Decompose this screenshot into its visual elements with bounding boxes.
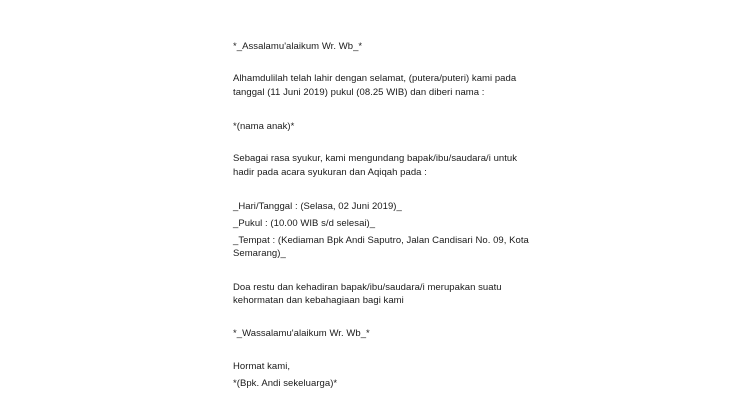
regards-text: Hormat kami, [233,361,291,372]
invitation-text-line-1: Sebagai rasa syukur, kami mengundang bapak/ibu/saudara/i untuk [233,153,518,164]
farewell-text: *_Wassalamu'alaikum Wr. Wb_* [233,328,370,339]
greeting-text: *_Assalamu'alaikum Wr. Wb_* [233,41,363,52]
intro-text-line-1: Alhamdulilah telah lahir dengan selamat, (putera/puteri) kami pada [233,73,517,84]
event-place-line-2: Semarang)_ [233,248,286,259]
invitation-text-line-2: hadir pada acara syukuran dan Aqiqah pada : [233,167,427,178]
event-time: _Pukul : (10.00 WIB s/d selesai)_ [233,218,376,229]
closing-text-line-1: Doa restu dan kehadiran bapak/ibu/saudara/i merupakan suatu [233,282,502,293]
closing-text-line-2: kehormatan dan kebahagiaan bagi kami [233,295,404,306]
signature-text: *(Bpk. Andi sekeluarga)* [233,378,338,389]
event-place-line-1: _Tempat : (Kediaman Bpk Andi Saputro, Jalan Candisari No. 09, Kota [233,235,529,246]
child-name-text: *(nama anak)* [233,121,295,132]
intro-text-line-2: tanggal (11 Juni 2019) pukul (08.25 WIB) dan diberi nama : [233,87,485,98]
event-day-date: _Hari/Tanggal : (Selasa, 02 Juni 2019)_ [233,201,402,212]
